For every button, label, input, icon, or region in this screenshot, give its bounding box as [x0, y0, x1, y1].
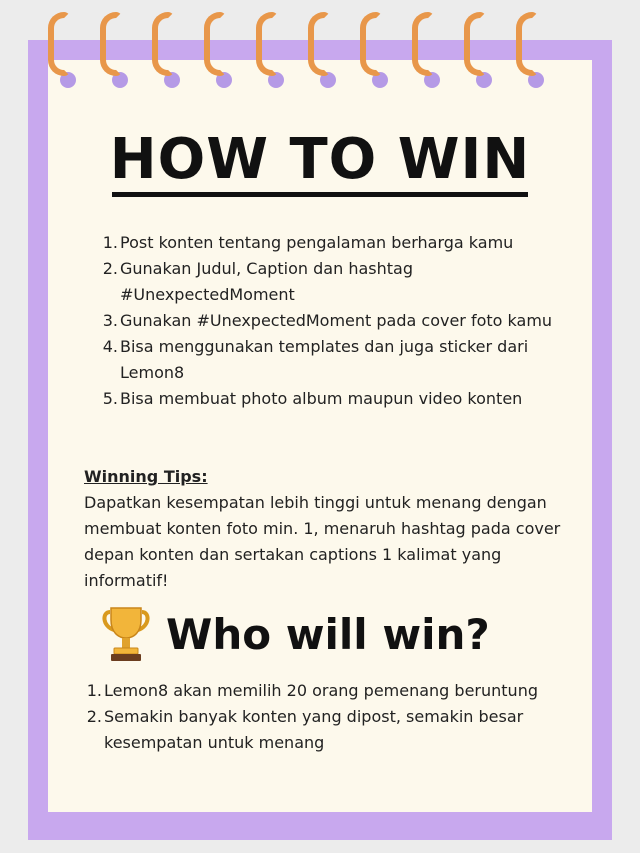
- spiral-ring-icon: [360, 12, 382, 76]
- step-text: Gunakan #UnexpectedMoment pada cover foto kamu: [120, 311, 553, 330]
- step-number: 5.: [102, 389, 118, 408]
- list-item: [84, 678, 554, 704]
- who-will-win-heading: [100, 602, 490, 666]
- step-number: 1.: [102, 233, 118, 252]
- item-text: Lemon8 akan memilih 20 orang pemenang beruntung: [104, 681, 538, 700]
- list-item: [96, 334, 566, 386]
- spiral-ring-icon: [204, 12, 226, 76]
- step-text: Bisa membuat photo album maupun video konten: [120, 389, 523, 408]
- spiral-ring-icon: [516, 12, 538, 76]
- step-number: 2.: [102, 259, 118, 278]
- list-item: [96, 230, 566, 256]
- list-item: [96, 256, 566, 308]
- spiral-ring-icon: [412, 12, 434, 76]
- list-item: [96, 386, 566, 412]
- step-text: Gunakan Judul, Caption dan hashtag #UnexpectedMoment: [120, 259, 413, 304]
- step-text: Post konten tentang pengalaman berharga kamu: [120, 233, 514, 252]
- who-will-win-text: Who will win?: [166, 609, 490, 659]
- spiral-ring-icon: [256, 12, 278, 76]
- winning-tips-label: Winning Tips:: [84, 467, 208, 486]
- spiral-ring-icon: [48, 12, 70, 76]
- trophy-icon: [100, 604, 152, 664]
- spiral-ring-icon: [100, 12, 122, 76]
- who-will-win-list: [84, 678, 554, 756]
- winning-tips-body: Dapatkan kesempatan lebih tinggi untuk menang dengan membuat konten foto min. 1, menaruh hashtag pada cover depan konten dan sertakan captions 1 kalimat yang informatif!: [84, 493, 561, 590]
- list-item: [96, 308, 566, 334]
- spiral-ring-icon: [464, 12, 486, 76]
- step-text: Bisa menggunakan templates dan juga sticker dari Lemon8: [120, 337, 529, 382]
- winning-tips: [84, 464, 564, 594]
- step-number: 3.: [102, 311, 118, 330]
- page-title: HOW TO WIN: [109, 127, 531, 192]
- item-text: Semakin banyak konten yang dipost, semakin besar kesempatan untuk menang: [104, 707, 524, 752]
- title-underline: [112, 192, 528, 197]
- item-number: 1.: [86, 681, 102, 700]
- how-to-win-steps: [96, 230, 566, 412]
- list-item: [84, 704, 554, 756]
- item-number: 2.: [86, 707, 102, 726]
- step-number: 4.: [102, 337, 118, 356]
- spiral-ring-icon: [308, 12, 330, 76]
- spiral-ring-icon: [152, 12, 174, 76]
